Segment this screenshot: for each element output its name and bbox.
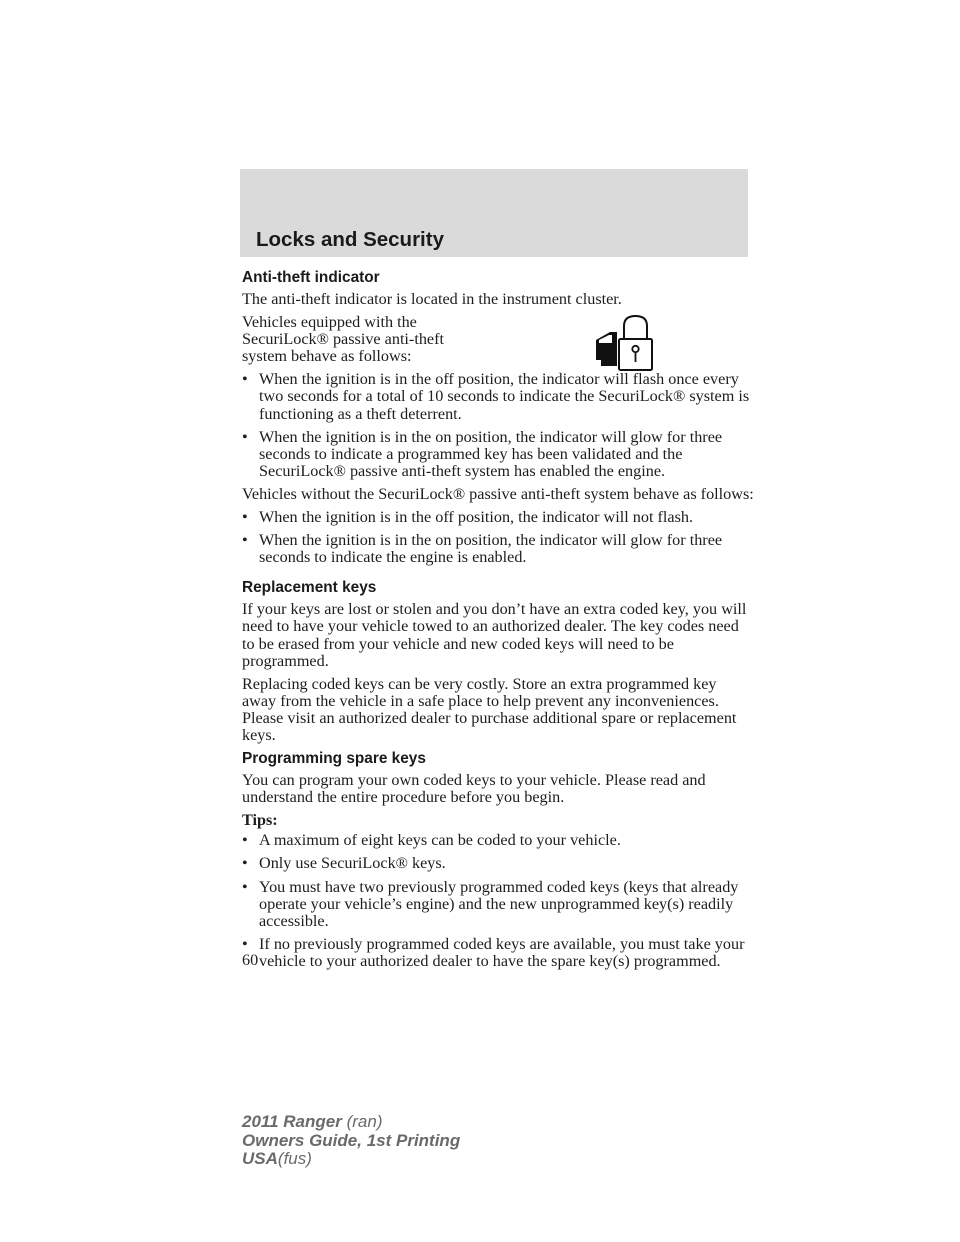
bullet-dot: • <box>242 427 248 446</box>
bullet-dot: • <box>242 854 248 873</box>
section-header <box>240 169 748 257</box>
bullet-text: When the ignition is in the off position, the indicator will flash once every two seconds for a total of 10 seconds to indicate the SecuriLock® system is functioning as a theft deterrent. <box>259 370 750 423</box>
page-body <box>242 269 754 976</box>
bullet-dot: • <box>242 877 248 896</box>
bullet-dot: • <box>242 831 248 850</box>
replacement-heading: Replacement keys <box>242 579 377 597</box>
without-bullet <box>242 509 754 526</box>
tips-label: Tips: <box>242 811 278 830</box>
replacement-para-1: If your keys are lost or stolen and you don’t have an extra coded key, you will need to have your vehicle towed to an authorized dealer. The key codes need to be erased from your vehicle and new coded keys will need to be programmed. <box>242 600 747 670</box>
footer-market: USA <box>242 1149 278 1169</box>
equipped-intro-block <box>242 314 754 365</box>
footer-guide: Owners Guide, 1st Printing <box>242 1130 461 1150</box>
footer-market-code: (fus) <box>277 1149 312 1169</box>
equipped-intro: Vehicles equipped with the SecuriLock® passive anti-theft system behave as follows: <box>242 313 444 366</box>
anti-theft-heading: Anti-theft indicator <box>242 269 380 286</box>
footer-model: 2011 Ranger <box>242 1112 342 1131</box>
bullet-text: When the ignition is in the off position, the indicator will not flash. <box>259 508 694 527</box>
bullet-text: If no previously programmed coded keys are available, you must take your vehicle to your authorized dealer to have the spare key(s) programmed. <box>259 934 745 970</box>
footer-model-code: (ran) <box>346 1112 383 1131</box>
equipped-bullet <box>242 429 754 480</box>
print-footer <box>242 1113 460 1169</box>
tip-item <box>242 879 754 930</box>
tip-item <box>242 855 754 872</box>
bullet-dot: • <box>242 934 248 953</box>
page-number: 60 <box>242 951 259 969</box>
footer-line-1 <box>242 1113 460 1132</box>
tip-item <box>242 832 754 849</box>
programming-heading: Programming spare keys <box>242 750 426 768</box>
footer-line-2 <box>242 1132 460 1151</box>
bullet-text: A maximum of eight keys can be coded to your vehicle. <box>259 831 621 850</box>
bullet-dot: • <box>242 370 248 389</box>
bullet-text: Only use SecuriLock® keys. <box>259 854 446 873</box>
programming-para: You can program your own coded keys to your vehicle. Please read and understand the entire procedure before you begin. <box>242 771 706 807</box>
equipped-bullet <box>242 371 754 422</box>
without-bullet <box>242 532 754 566</box>
replacement-para-2: Replacing coded keys can be very costly. Store an extra programmed key away from the vehicle in a safe place to help prevent any inconveniences. Please visit an authorized dealer to purchase additional spare or replacement keys. <box>242 674 737 744</box>
bullet-dot: • <box>242 508 248 527</box>
footer-line-3 <box>242 1150 460 1169</box>
bullet-dot: • <box>242 531 248 550</box>
bullet-text: You must have two previously programmed coded keys (keys that already operate your vehicle’s engine) and the new unprogrammed key(s) readily accessible. <box>259 877 739 930</box>
anti-theft-lock-icon <box>595 314 657 371</box>
bullet-text: When the ignition is in the on position, the indicator will glow for three seconds to indicate the engine is enabled. <box>259 531 723 567</box>
without-intro: Vehicles without the SecuriLock® passive anti-theft system behave as follows: <box>242 484 754 503</box>
section-title: Locks and Security <box>256 228 444 251</box>
tip-item <box>242 936 754 970</box>
bullet-text: When the ignition is in the on position, the indicator will glow for three seconds to indicate a programmed key has been validated and the SecuriLock® passive anti-theft system has enabled the engine. <box>259 427 723 480</box>
anti-theft-intro: The anti-theft indicator is located in the instrument cluster. <box>242 290 622 308</box>
